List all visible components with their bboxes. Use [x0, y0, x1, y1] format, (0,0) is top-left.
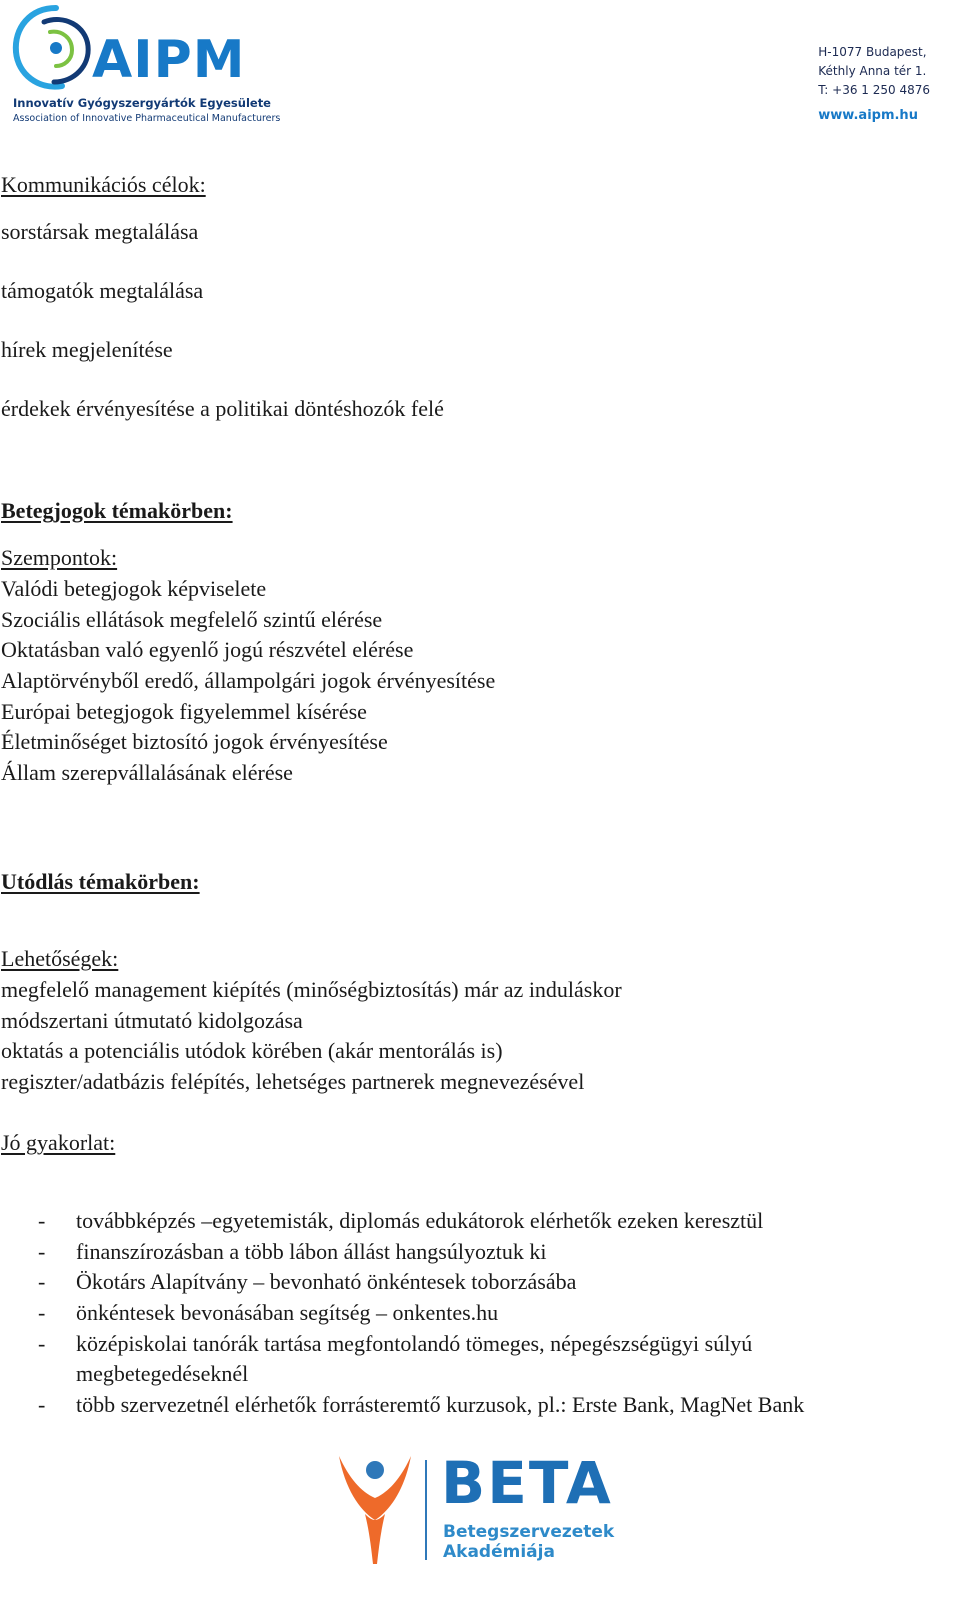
bullet-marker: -: [38, 1300, 46, 1325]
bullet-marker: -: [38, 1269, 46, 1294]
succession-item: regiszter/adatbázis felépítés, lehetséges partnerek megnevezésével: [1, 1069, 585, 1094]
logo-divider: [425, 1460, 427, 1560]
practice-item: több szervezetnél elérhetők forrásteremtő kurzusok, pl.: Erste Bank, MagNet Bank: [76, 1392, 805, 1417]
practice-item: középiskolai tanórák tartása megfontolandó tömeges, népegészségügyi súlyú megbetegedéseknél: [76, 1331, 753, 1386]
aipm-wordmark: AIPM: [92, 30, 246, 90]
rights-item: Oktatásban való egyenlő jogú részvétel elérése: [1, 637, 414, 662]
aipm-logo: [10, 2, 281, 130]
aipm-name-en: Association of Innovative Pharmaceutical Manufacturers: [13, 113, 281, 124]
bullet-marker: -: [38, 1392, 46, 1417]
bullet-marker: -: [38, 1331, 46, 1356]
beta-subtitle-1: Betegszervezetek: [443, 1522, 615, 1542]
succession-item: oktatás a potenciális utódok körében (akár mentorálás is): [1, 1038, 503, 1063]
bullet-marker: -: [38, 1208, 46, 1233]
succession-item: módszertani útmutató kidolgozása: [1, 1008, 303, 1033]
address-line-1: H-1077 Budapest,: [818, 45, 927, 59]
succession-item: megfelelő management kiépítés (minőségbiztosítás) már az induláskor: [1, 977, 622, 1002]
aipm-name-hu: Innovatív Gyógyszergyártók Egyesülete: [13, 96, 271, 110]
practice-item: továbbképzés –egyetemisták, diplomás edukátorok elérhetők ezeken keresztül: [76, 1208, 764, 1233]
rights-item: Európai betegjogok figyelemmel kísérése: [1, 699, 367, 724]
practice-item: Ökotárs Alapítvány – bevonható önkéntesek toborzásába: [76, 1269, 577, 1294]
succession-section-title: Utódlás témakörben:: [1, 869, 200, 894]
rights-item: Állam szerepvállalásának elérése: [1, 760, 293, 785]
bullet-marker: -: [38, 1239, 46, 1264]
communication-item: sorstársak megtalálása: [1, 219, 199, 244]
rights-item: Szociális ellátások megfelelő szintű elérése: [1, 607, 383, 632]
practice-item: finanszírozásban a több lábon állást hangsúlyoztuk ki: [76, 1239, 547, 1264]
rights-item: Életminőséget biztosító jogok érvényesítése: [1, 729, 388, 754]
beta-figure-icon: [335, 1448, 415, 1566]
communication-item: érdekek érvényesítése a politikai döntéshozók felé: [1, 396, 444, 421]
communication-heading: Kommunikációs célok:: [1, 172, 206, 197]
rights-section-title: Betegjogok témakörben:: [1, 498, 233, 523]
contact-block: [818, 43, 930, 125]
practice-heading: Jó gyakorlat:: [1, 1130, 116, 1155]
beta-wordmark: BETA: [441, 1449, 613, 1517]
practice-item: önkéntesek bevonásában segítség – onkentes.hu: [76, 1300, 499, 1325]
communication-item: hírek megjelenítése: [1, 337, 173, 362]
beta-logo: [335, 1448, 635, 1568]
rights-item: Alaptörvényből eredő, állampolgári jogok érvényesítése: [1, 668, 496, 693]
rights-item: Valódi betegjogok képviselete: [1, 576, 267, 601]
succession-subheading: Lehetőségek:: [1, 946, 119, 971]
beta-subtitle-2: Akadémiája: [443, 1542, 555, 1562]
aipm-swirl-icon: [10, 2, 100, 94]
website-link[interactable]: www.aipm.hu: [818, 108, 918, 123]
address-line-2: Kéthly Anna tér 1.: [818, 64, 927, 78]
communication-item: támogatók megtalálása: [1, 278, 204, 303]
phone-number: T: +36 1 250 4876: [818, 83, 930, 97]
rights-subheading: Szempontok:: [1, 545, 118, 570]
page-header: [0, 0, 960, 140]
